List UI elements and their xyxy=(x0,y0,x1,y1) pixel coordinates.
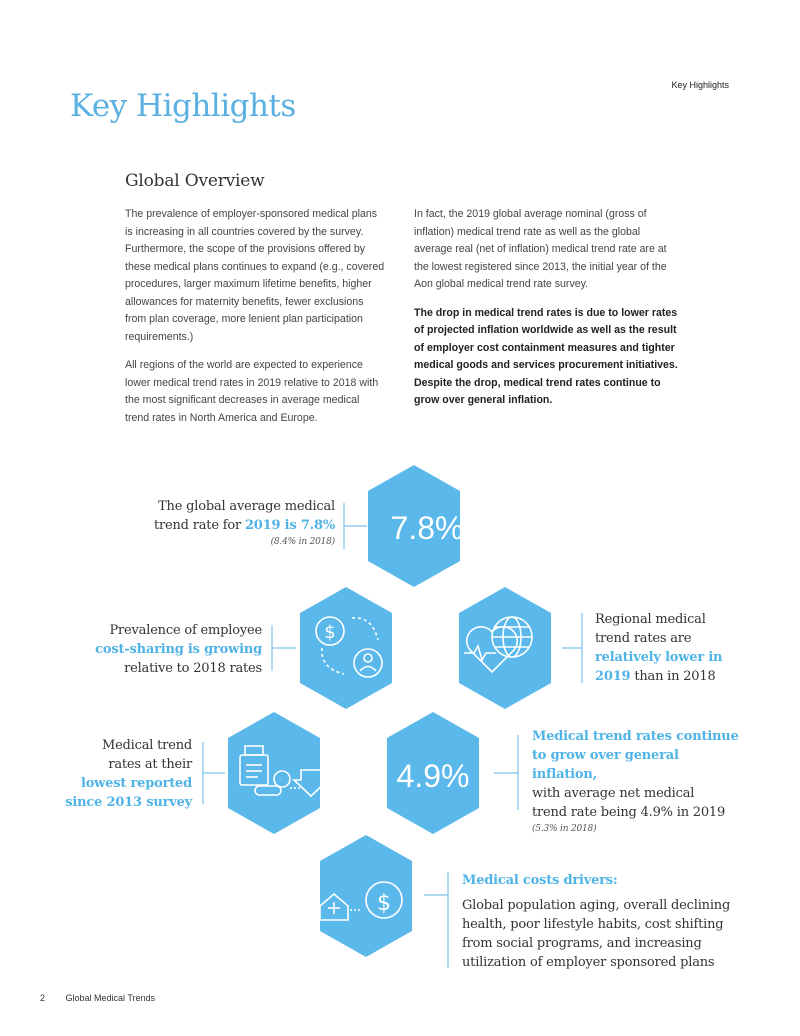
global-rate-note: (8.4% in 2018) xyxy=(270,537,335,547)
cost-sharing-line3: relative to 2018 rates xyxy=(124,661,262,676)
page-number: 2 xyxy=(40,993,46,1003)
global-rate-highlight: 2019 is 7.8% xyxy=(244,518,335,533)
lowest-line1: Medical trend xyxy=(101,738,192,753)
svg-text:$: $ xyxy=(377,891,391,916)
callout-net-rate xyxy=(532,727,747,836)
connector-drivers xyxy=(424,872,448,968)
global-rate-line1: The global average medical xyxy=(158,499,335,514)
drivers-line1: Global population aging, overall declining xyxy=(462,898,731,913)
callout-drivers xyxy=(462,871,762,972)
regional-line2: trend rates are xyxy=(595,631,692,646)
cost-sharing-line1: Prevalence of employee xyxy=(109,623,262,638)
drivers-line4: utilization of employer sponsored plans xyxy=(462,955,715,970)
page-footer xyxy=(40,993,155,1003)
drivers-line3: from social programs, and increasing xyxy=(462,936,702,951)
running-head: Key Highlights xyxy=(671,80,729,90)
connector-regional xyxy=(562,613,582,683)
net-rate-note: (5.3% in 2018) xyxy=(532,824,597,834)
regional-line4 xyxy=(595,667,745,686)
hexagon-lowest xyxy=(228,712,320,834)
section-title: Global Overview xyxy=(125,171,265,191)
left-paragraph-2: All regions of the world are expected to experience lower medical trend rates in 2019 relative to 2018 with the most significant decreases in average medical trend rates in North America and Europe. xyxy=(125,359,379,424)
regional-line1: Regional medical xyxy=(595,612,706,627)
connector-cost-sharing xyxy=(272,625,296,671)
callout-lowest xyxy=(40,736,192,812)
hexagon-cost-sharing xyxy=(300,587,392,709)
global-rate-value: 7.8% xyxy=(390,510,464,546)
svg-text:$: $ xyxy=(324,622,336,643)
drivers-title: Medical costs drivers: xyxy=(462,873,618,888)
global-rate-line2-prefix: trend rate for xyxy=(153,518,245,533)
callout-cost-sharing xyxy=(60,621,262,678)
connector-lowest xyxy=(203,742,225,804)
lowest-highlight2: since 2013 survey xyxy=(65,795,192,810)
publication-name: Global Medical Trends xyxy=(65,993,156,1003)
callout-regional xyxy=(595,610,745,686)
net-rate-line4: trend rate being 4.9% in 2019 xyxy=(532,805,726,820)
connector-net-rate xyxy=(494,735,518,810)
callout-global-rate xyxy=(130,497,335,549)
lowest-line2: rates at their xyxy=(108,757,192,772)
cost-sharing-highlight: cost-sharing is growing xyxy=(95,642,262,657)
drivers-line2: health, poor lifestyle habits, cost shifting xyxy=(462,917,724,932)
regional-highlight2: 2019 xyxy=(595,669,631,684)
net-rate-line3: with average net medical xyxy=(532,786,695,801)
lowest-highlight1: lowest reported xyxy=(80,776,192,791)
right-paragraph-2: The drop in medical trend rates is due to lower rates of projected inflation worldwide as well as the result of employer cost containment measures and tighter medical goods and services procurement initiatives. Despite the drop, medical trend rates continue to grow over general inflation. xyxy=(414,306,678,406)
net-rate-highlight2: to grow over general inflation, xyxy=(532,748,679,782)
net-rate-value: 4.9% xyxy=(396,758,470,794)
regional-suffix: than in 2018 xyxy=(630,669,716,684)
regional-highlight1: relatively lower in xyxy=(595,650,723,665)
left-paragraph-1: The prevalence of employer-sponsored medical plans is increasing in all countries covered by the survey. Furthermore, the scope of the provisions offered by these medical plans continues to expand (e.g., covered procedures, larger maximum lifetime benefits, higher allowances for maternity benefits, fewer exclusions from plan coverage, more lenient plan participation requirements.) xyxy=(125,208,385,343)
net-rate-highlight1: Medical trend rates continue xyxy=(532,729,739,744)
page-title: Key Highlights xyxy=(70,88,296,124)
right-paragraph-1: In fact, the 2019 global average nominal (gross of inflation) medical trend rate as well as the global average real (net of inflation) medical trend rate are at the lowest registered since 2013, the initial year of the Aon global medical trend rate survey. xyxy=(414,208,667,290)
global-rate-line2 xyxy=(130,516,335,535)
connector-global-rate xyxy=(344,503,367,549)
